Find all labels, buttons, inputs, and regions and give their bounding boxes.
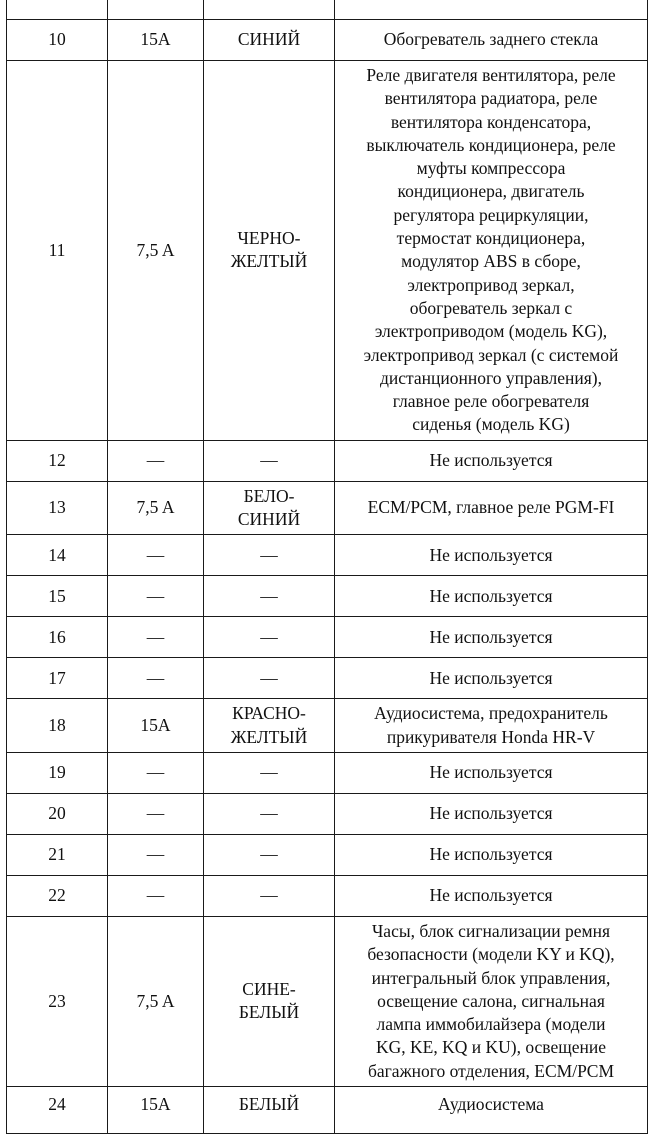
cell-description [335,0,648,20]
cell-description: Не используется [335,617,648,658]
cell-amperage: 7,5 A [108,481,204,535]
cell-num: 11 [7,61,108,441]
cell-num: 21 [7,834,108,875]
cell-description: Не используется [335,440,648,481]
cell-wire-color: — [204,834,335,875]
cell-amperage: 15A [108,1087,204,1134]
cell-num: 19 [7,752,108,793]
cell-wire-color: — [204,752,335,793]
fuse-table [6,0,648,1134]
cell-num: 13 [7,481,108,535]
table-row [7,793,648,834]
cell-description: Не используется [335,834,648,875]
cell-num: 17 [7,658,108,699]
cell-amperage: 7,5 A [108,61,204,441]
cell-description: Не используется [335,752,648,793]
cell-amperage: 7,5 A [108,916,204,1086]
cell-num: 15 [7,576,108,617]
cell-amperage: — [108,752,204,793]
cell-description: Не используется [335,875,648,916]
cell-wire-color: — [204,576,335,617]
table-row [7,576,648,617]
table-row [7,20,648,61]
cell-amperage: — [108,440,204,481]
cell-wire-color: БЕЛЫЙ [204,1087,335,1134]
table-row [7,440,648,481]
cell-num: 16 [7,617,108,658]
cell-amperage: — [108,617,204,658]
cell-description: Аудиосистема [335,1087,648,1134]
cell-amperage: — [108,576,204,617]
table-row [7,699,648,753]
table-row [7,617,648,658]
cell-amperage: — [108,535,204,576]
cell-description: Аудиосистема, предохранитель прикуривателя Honda HR-V [335,699,648,753]
cell-wire-color: СИНИЙ [204,20,335,61]
cell-num [7,0,108,20]
cell-wire-color: — [204,617,335,658]
table-row-partial-bottom [7,1087,648,1134]
table-row [7,658,648,699]
cell-num: 14 [7,535,108,576]
cell-description: Не используется [335,793,648,834]
cell-wire-color: — [204,535,335,576]
cell-num: 10 [7,20,108,61]
cell-wire-color: КРАСНО- ЖЕЛТЫЙ [204,699,335,753]
table-row [7,752,648,793]
cell-amperage: — [108,834,204,875]
cell-description: Часы, блок сигнализации ремня безопасности (модели KY и KQ), интегральный блок управления, освещение салона, сигнальная лампа иммобилайзера (модели KG, KE, KQ и KU), освещение багажного отделения, ECM/PCM [335,916,648,1086]
cell-description: Не используется [335,576,648,617]
cell-wire-color: СИНЕ- БЕЛЫЙ [204,916,335,1086]
cell-description: ECM/PCM, главное реле PGM-FI [335,481,648,535]
table-row [7,916,648,1086]
cell-num: 18 [7,699,108,753]
cell-num: 22 [7,875,108,916]
cell-amperage: — [108,875,204,916]
table-row-partial-top [7,0,648,20]
cell-amperage: — [108,793,204,834]
table-row [7,481,648,535]
cell-num: 20 [7,793,108,834]
cell-amperage: 15A [108,20,204,61]
cell-num: 12 [7,440,108,481]
table-row [7,61,648,441]
cell-num: 23 [7,916,108,1086]
cell-wire-color: — [204,875,335,916]
table-row [7,535,648,576]
cell-wire-color: ЧЕРНО- ЖЕЛТЫЙ [204,61,335,441]
cell-wire-color: БЕЛО- СИНИЙ [204,481,335,535]
cell-description: Обогреватель заднего стекла [335,20,648,61]
cell-amperage: — [108,658,204,699]
cell-amperage: 15A [108,699,204,753]
cell-amperage [108,0,204,20]
cell-num: 24 [7,1087,108,1134]
cell-wire-color: — [204,658,335,699]
cell-wire-color: — [204,440,335,481]
cell-description: Реле двигателя вентилятора, реле вентилятора радиатора, реле вентилятора конденсатора, выключатель кондиционера, реле муфты компрессора кондиционера, двигатель регулятора рециркуляции, термостат кондиционера, модулятор ABS в сборе, электропривод зеркал, обогреватель зеркал с электроприводом (модель KG), электропривод зеркал (с системой дистанционного управления), главное реле обогревателя сиденья (модель KG) [335,61,648,441]
table-row [7,834,648,875]
cell-description: Не используется [335,658,648,699]
cell-wire-color [204,0,335,20]
table-row [7,875,648,916]
cell-description: Не используется [335,535,648,576]
cell-wire-color: — [204,793,335,834]
